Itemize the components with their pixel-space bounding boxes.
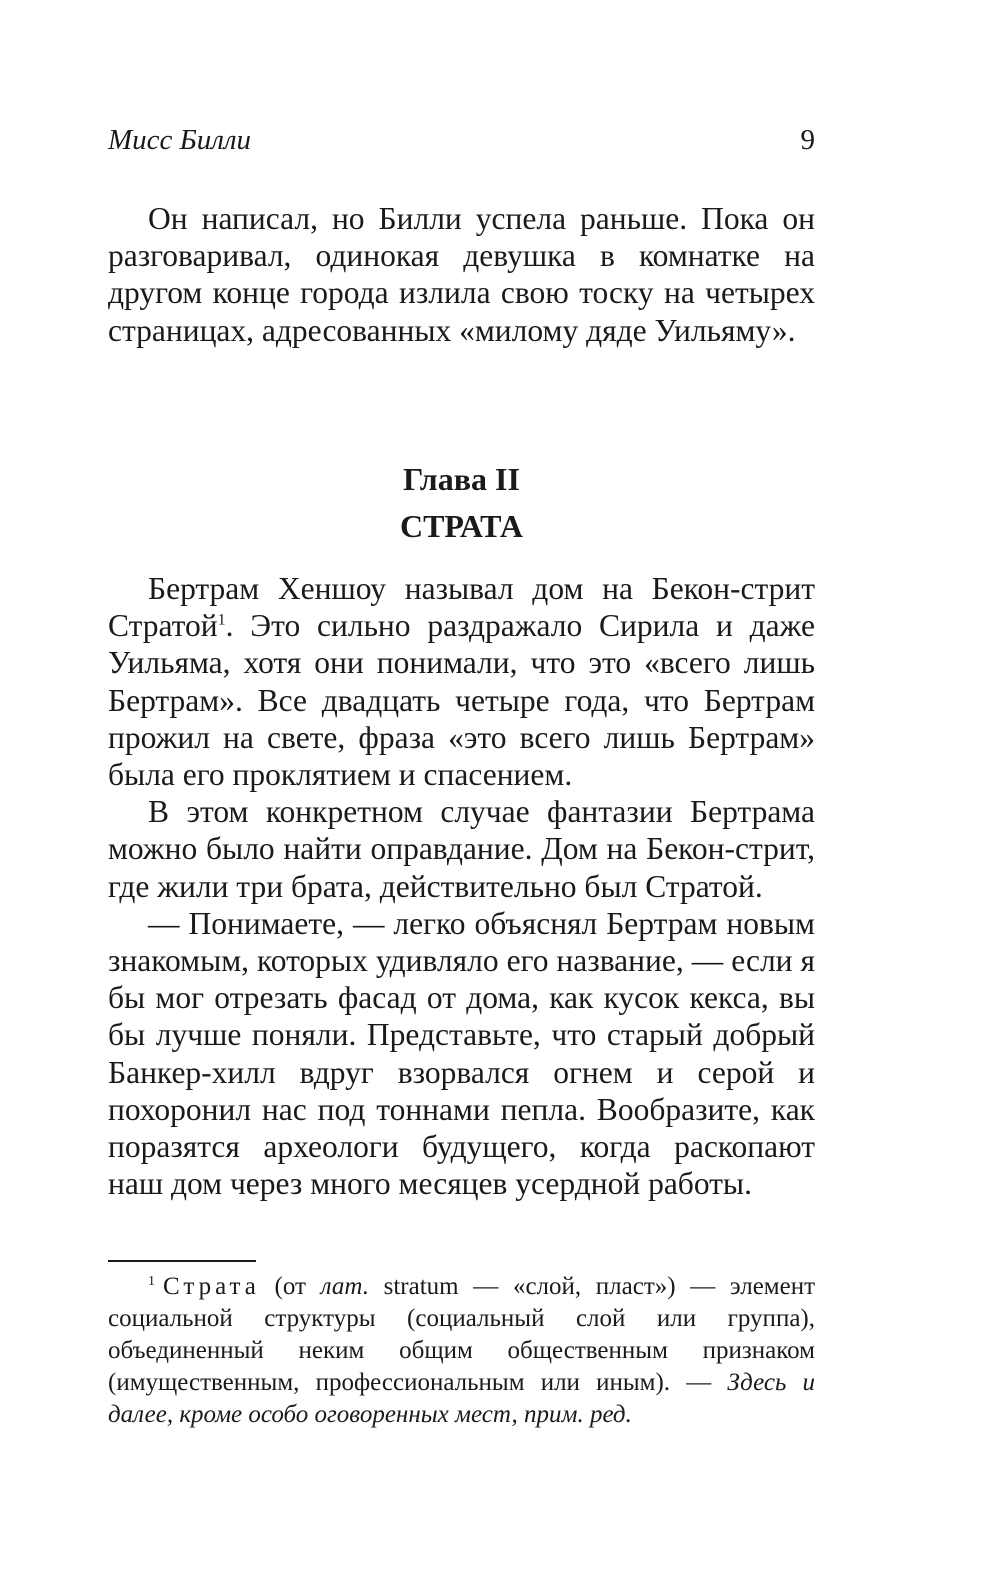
page-number: 9 (800, 124, 815, 156)
footnote-term: Страта (163, 1273, 260, 1300)
paragraph-1-text-a: Бертрам Хеншоу называл дом на Бекон-стрит Стратой (108, 571, 815, 644)
footnote-reference: 1 (217, 611, 226, 629)
paragraph-2: В этом конкретном случае фантазии Бертрама можно было найти оправдание. Дом на Бекон-стрит, где жили три брата, действительно был Стратой. (108, 794, 815, 904)
footnote-definition: stratum — «слой, пласт») — элемент социальной структуры (социальный слой или группа), объединенный неким общим общественным признаком (имущественным, профессиональным или иным). — (108, 1273, 816, 1396)
top-text-block (108, 200, 815, 349)
footnote-divider (108, 1260, 256, 1262)
page-header (108, 124, 815, 157)
paragraph-top: Он написал, но Билли успела раньше. Пока он разговаривал, одинокая девушка в комнатке на другом конце города излила свою тоску на четырех страницах, адресованных «милому дяде Уильяму». (108, 201, 815, 348)
paragraph-3: — Понимаете, — легко объяснял Бертрам новым знакомым, которых удивляло его название, — если я бы мог отрезать фасад от дома, как кусок кекса, вы бы лучше поняли. Представьте, что старый добрый Банкер-хилл вдруг взорвался огнем и серой и похоронил нас под тоннами пепла. Вообразите, как поразятся археологи будущего, когда раскопают наш дом через много месяцев усердной работы. (108, 905, 815, 1202)
footnote-mark: 1 (148, 1273, 155, 1289)
chapter-title: СТРАТА (399, 508, 524, 544)
chapter-number: Глава II (403, 461, 520, 497)
footnote-editor-note: Здесь и далее, кроме особо оговоренных мест, прим. ред. (108, 1369, 816, 1428)
paragraph-1 (108, 570, 815, 793)
paragraph-1-text-b: . Это сильно раздражало Сирила и даже Уильяма, хотя они понимали, что это «всего лишь Бертрам». Все двадцать четыре года, что Бертрам прожил на свете, фраза «это всего лишь Бертрам» была его проклятием и спасением. (108, 608, 815, 793)
running-title: Мисс Билли (108, 124, 252, 156)
chapter-text-block (108, 570, 815, 1202)
footnote (108, 1271, 815, 1431)
footnote-open: (от (259, 1273, 321, 1300)
footnote-text (108, 1271, 815, 1431)
footnote-lang-abbr: лат. (320, 1273, 369, 1300)
